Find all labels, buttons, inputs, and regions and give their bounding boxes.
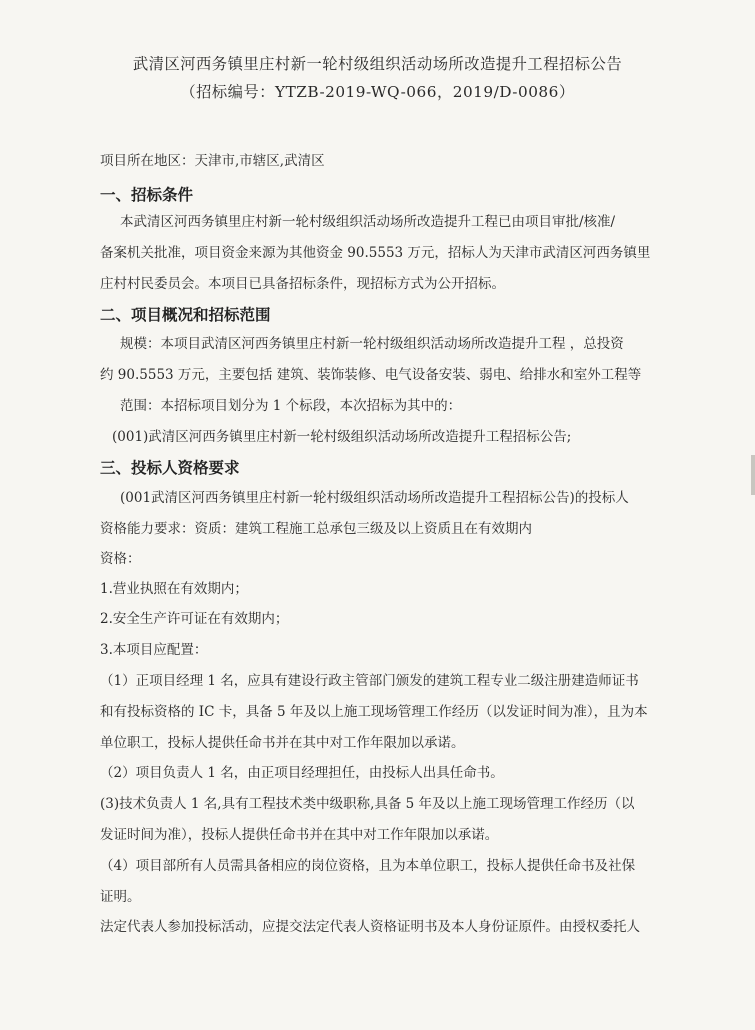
section-2-line: 规模：本项目武清区河西务镇里庄村新一轮村级组织活动场所改造提升工程 ，总投资 <box>120 336 624 352</box>
section-3-line: 法定代表人参加投标活动，应提交法定代表人资格证明书及本人身份证原件。由授权委托人 <box>100 919 640 935</box>
section-3-line: 资格能力要求：资质：建筑工程施工总承包三级及以上资质且在有效期内 <box>100 521 532 537</box>
section-2-line: 范围：本招标项目划分为 1 个标段，本次招标为其中的： <box>120 398 462 414</box>
project-location: 项目所在地区：天津市,市辖区,武清区 <box>100 153 325 169</box>
section-heading-2: 二、项目概况和招标范围 <box>100 306 271 324</box>
section-3-line: 和有投标资格的 IC 卡，具备 5 年及以上施工现场管理工作经历（以发证时间为准），且为本 <box>100 704 648 720</box>
section-2-line: 约 90.5553 万元，主要包括 建筑、装饰装修、电气设备安装、弱电、给排水和室外工程等 <box>100 367 642 383</box>
section-3-line: （1）正项目经理 1 名，应具有建设行政主管部门颁发的建筑工程专业二级注册建造师证书 <box>100 673 639 689</box>
section-3-line: （4）项目部所有人员需具备相应的岗位资格，且为本单位职工，投标人提供任命书及社保 <box>100 858 636 874</box>
section-1-line: 庄村村民委员会。本项目已具备招标条件，现招标方式为公开招标。 <box>100 276 505 292</box>
section-1-line: 备案机关批准，项目资金来源为其他资金 90.5553 万元，招标人为天津市武清区河西务镇里 <box>100 245 651 261</box>
section-heading-1: 一、招标条件 <box>100 186 194 204</box>
section-heading-3: 三、投标人资格要求 <box>100 459 240 477</box>
section-3-line: 2.安全生产许可证在有效期内； <box>100 611 289 627</box>
section-3-line: 资格： <box>100 551 141 567</box>
document-title: 武清区河西务镇里庄村新一轮村级组织活动场所改造提升工程招标公告 <box>132 55 623 73</box>
section-3-line: 发证时间为准），投标人提供任命书并在其中对工作年限加以承诺。 <box>100 827 499 843</box>
section-3-line: 单位职工，投标人提供任命书并在其中对工作年限加以承诺。 <box>100 735 465 751</box>
section-3-line: （2）项目负责人 1 名，由正项目经理担任，由投标人出具任命书。 <box>100 765 504 781</box>
section-2-line: (001)武清区河西务镇里庄村新一轮村级组织活动场所改造提升工程招标公告; <box>112 429 572 445</box>
section-3-line: (001武清区河西务镇里庄村新一轮村级组织活动场所改造提升工程招标公告)的投标人 <box>120 490 629 506</box>
section-3-line: (3)技术负责人 1 名,具有工程技术类中级职称,具备 5 年及以上施工现场管理工作经历（以 <box>100 796 635 812</box>
scan-edge-mark <box>751 455 755 495</box>
section-3-line: 3.本项目应配置： <box>100 642 208 658</box>
section-1-line: 本武清区河西务镇里庄村新一轮村级组织活动场所改造提升工程已由项目审批/核准/ <box>120 214 616 230</box>
section-3-line: 1.营业执照在有效期内； <box>100 581 248 597</box>
section-3-line: 证明。 <box>100 889 141 905</box>
tender-number: （招标编号：YTZB-2019-WQ-066，2019/D-0086） <box>180 83 575 101</box>
